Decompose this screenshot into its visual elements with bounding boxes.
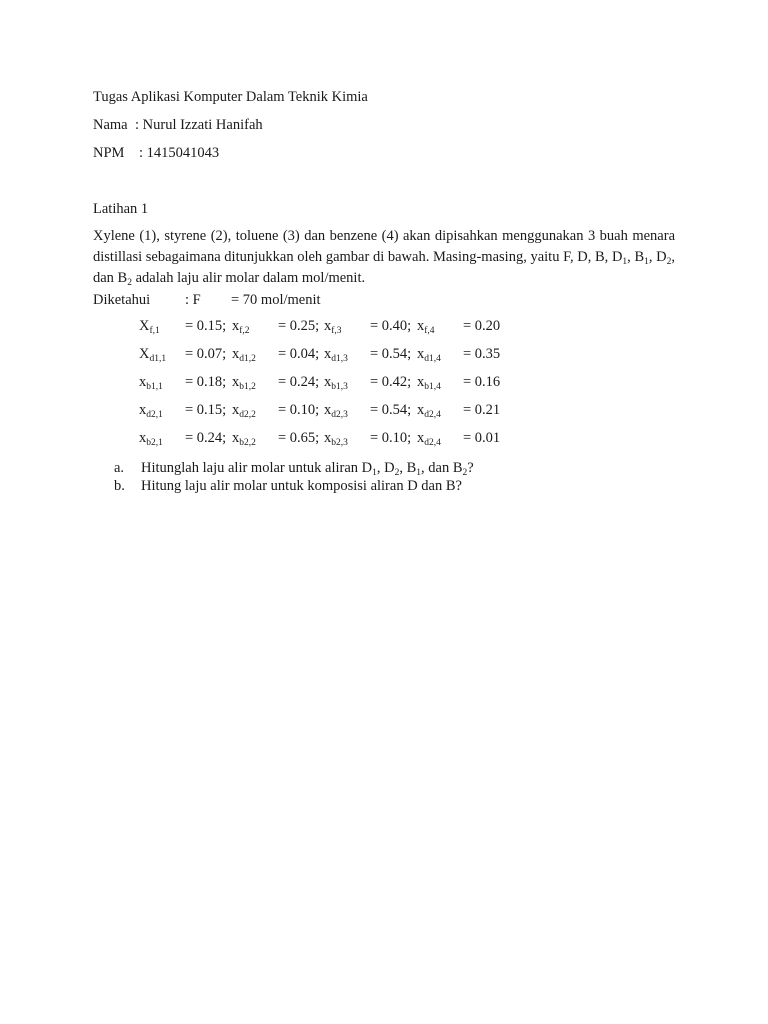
fraction-symbol: $x_{f,2}$ [232, 318, 250, 336]
fraction-symbol: $x_{d2,1}$ [139, 402, 163, 420]
problem-statement: Xylene (1), styrene (2), toluene (3) dan benzene (4) akan dipisahkan menggunakan 3 buah menara distillasi sebagaimana ditunjukkan oleh gambar di bawah. Masing-masing, yaitu F, D, B, $D_1$, $B_1$, $D_2$, dan $B_2$ adalah laju alir molar dalam mol/menit. [93, 228, 675, 288]
fraction-value: = 0.15; [185, 318, 227, 334]
fraction-symbol: $x_{f,3}$ [324, 318, 342, 336]
fraction-symbol: $X_{d1,1}$ [139, 346, 167, 364]
fraction-value: = 0.10; [278, 402, 320, 418]
fraction-symbol: $x_{b2,3}$ [324, 430, 348, 448]
npm-value: : 1415041043 [139, 145, 220, 161]
name-row [93, 116, 263, 134]
npm-label: NPM [93, 145, 125, 161]
fraction-value: = 0.21 [463, 402, 501, 418]
fraction-symbol: $x_{f,4}$ [417, 318, 435, 336]
document-title: Tugas Aplikasi Komputer Dalam Teknik Kimia [93, 89, 368, 105]
fraction-value: = 0.10; [370, 430, 412, 446]
fraction-value: = 0.42; [370, 374, 412, 390]
given-label: Diketahui [93, 292, 151, 308]
question-a-marker: a. [114, 460, 125, 476]
fraction-value: = 0.54; [370, 346, 412, 362]
fraction-symbol: $x_{d2,3}$ [324, 402, 348, 420]
fraction-value: = 0.01 [463, 430, 501, 446]
fraction-value: = 0.16 [463, 374, 501, 390]
name-value: : Nurul Izzati Hanifah [135, 117, 263, 133]
question-b-marker: b. [114, 478, 125, 494]
fraction-value: = 0.65; [278, 430, 320, 446]
fraction-value: = 0.40; [370, 318, 412, 334]
fraction-value: = 0.24; [185, 430, 227, 446]
fraction-value: = 0.15; [185, 402, 227, 418]
fraction-value: = 0.35 [463, 346, 501, 362]
fraction-symbol: $x_{b1,3}$ [324, 374, 348, 392]
fraction-value: = 0.04; [278, 346, 320, 362]
fraction-symbol: $x_{d2,4}$ [417, 430, 441, 448]
fraction-value: = 0.20 [463, 318, 501, 334]
fraction-value: = 0.18; [185, 374, 227, 390]
fraction-value: = 0.54; [370, 402, 412, 418]
fraction-symbol: $X_{f,1}$ [139, 318, 160, 336]
question-a: a. Hitunglah laju alir molar untuk aliran $D_1$, $D_2$, $B_1$, dan $B_2$? [114, 460, 474, 478]
fraction-value: = 0.07; [185, 346, 227, 362]
fraction-symbol: $x_{b1,2}$ [232, 374, 256, 392]
fraction-symbol: $x_{d1,2}$ [232, 346, 256, 364]
npm-row [93, 144, 220, 162]
fraction-value: = 0.24; [278, 374, 320, 390]
question-b [114, 477, 462, 495]
fraction-symbol: $x_{d1,4}$ [417, 346, 441, 364]
fraction-symbol: $x_{d2,4}$ [417, 402, 441, 420]
fraction-symbol: $x_{b1,4}$ [417, 374, 441, 392]
fraction-symbol: $x_{b2,2}$ [232, 430, 256, 448]
fraction-symbol: $x_{b2,1}$ [139, 430, 163, 448]
name-label: Nama [93, 117, 128, 133]
fraction-symbol: $x_{b1,1}$ [139, 374, 163, 392]
given-value: = 70 mol/menit [231, 292, 321, 308]
question-b-text: Hitung laju alir molar untuk komposisi aliran D dan B? [141, 478, 462, 494]
fraction-symbol: $x_{d2,2}$ [232, 402, 256, 420]
given-row [93, 291, 393, 309]
exercise-heading: Latihan 1 [93, 201, 149, 217]
given-symbol: : F [185, 292, 201, 308]
fraction-symbol: $x_{d1,3}$ [324, 346, 348, 364]
fraction-value: = 0.25; [278, 318, 320, 334]
